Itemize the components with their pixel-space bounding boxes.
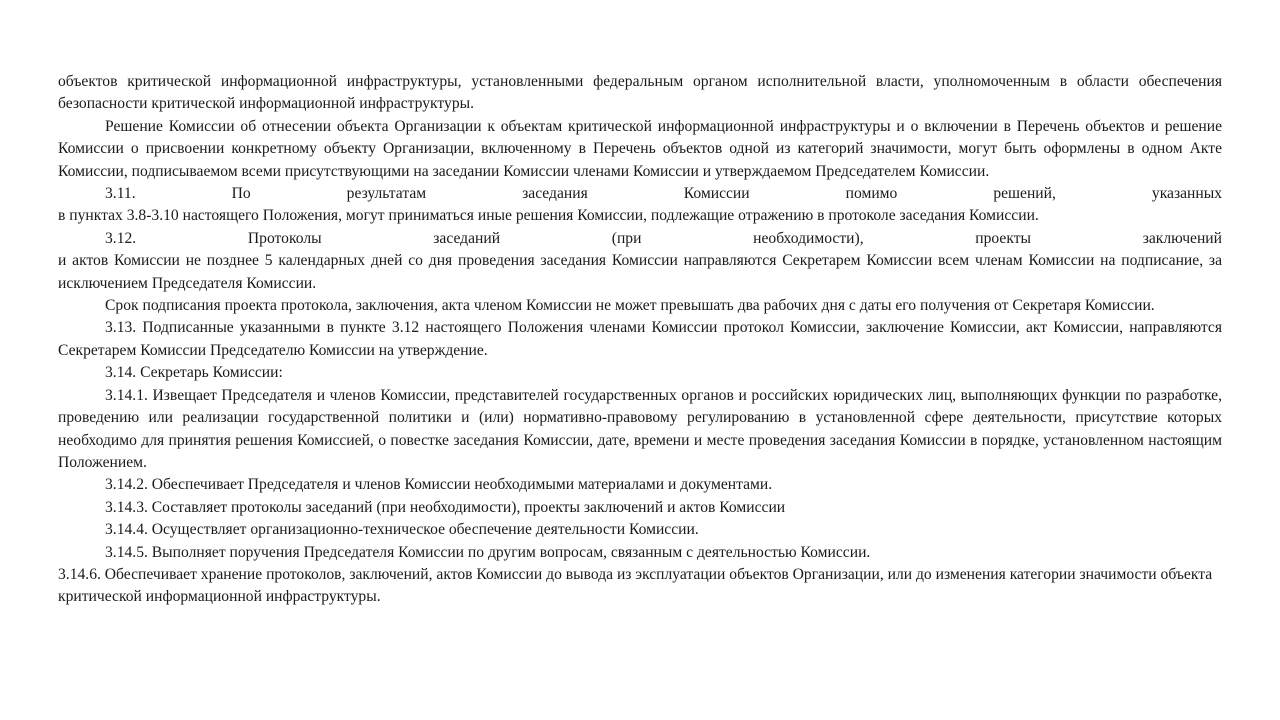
document-page <box>58 71 1222 609</box>
paragraph-3-12 <box>58 228 1222 295</box>
paragraph-continuation: объектов критической информационной инфраструктуры, установленными федеральным органом исполнительной власти, уполномоченным в области обеспечения безопасности критической информационной инфраструктуры. <box>58 73 1222 113</box>
paragraph-3-12-rest: и актов Комиссии не позднее 5 календарных дней со дня проведения заседания Комиссии направляются Секретарем Комиссии всем членам Комиссии на подписание, за исключением Председателя Комиссии. <box>58 252 1222 292</box>
paragraph-3-14: 3.14. Секретарь Комиссии: <box>105 364 283 382</box>
paragraph-signing-term: Срок подписания проекта протокола, заключения, акта членом Комиссии не может превышать два рабочих дня с даты его получения от Секретаря Комиссии. <box>105 297 1155 315</box>
paragraph-3-11-rest: в пунктах 3.8-3.10 настоящего Положения, могут приниматься иные решения Комиссии, подлежащие отражению в протоколе заседания Комиссии. <box>58 207 1039 225</box>
paragraph-3-14-2: 3.14.2. Обеспечивает Председателя и членов Комиссии необходимыми материалами и документами. <box>105 476 773 494</box>
paragraph-3-12-first-line: 3.12. Протоколы заседаний (при необходимости), проекты заключений <box>105 229 1222 247</box>
paragraph-3-14-6: 3.14.6. Обеспечивает хранение протоколов, заключений, актов Комиссии до вывода из эксплуатации объектов Организации, или до изменения категории значимости объекта критической информационной инфраструктуры. <box>58 565 1213 606</box>
paragraph-commission-decision: Решение Комиссии об отнесении объекта Организации к объектам критической информационной инфраструктуры и о включении в Перечень объектов и решение Комиссии о присвоении конкретному объекту Организации, включенному в Перечень объектов одной из категорий значимости, могут быть оформлены в одном Акте Комиссии, подписываемом всеми присутствующими на заседании Комиссии членами Комиссии и утверждаемом Председателем Комиссии. <box>58 117 1222 180</box>
paragraph-3-14-5: 3.14.5. Выполняет поручения Председателя Комиссии по другим вопросам, связанным с деятельностью Комиссии. <box>105 543 871 561</box>
paragraph-3-14-4: 3.14.4. Осуществляет организационно-техническое обеспечение деятельности Комиссии. <box>105 521 699 539</box>
paragraph-3-13: 3.13. Подписанные указанными в пункте 3.12 настоящего Положения членами Комиссии протокол Комиссии, заключение Комиссии, акт Комиссии, направляются Секретарем Комиссии Председателю Комиссии на утверждение. <box>58 319 1222 359</box>
paragraph-3-11-first-line: 3.11. По результатам заседания Комиссии помимо решений, указанных <box>105 185 1222 203</box>
paragraph-3-11 <box>58 183 1222 228</box>
paragraph-3-14-3: 3.14.3. Составляет протоколы заседаний (при необходимости), проекты заключений и актов Комиссии <box>105 498 786 516</box>
paragraph-3-14-1: 3.14.1. Извещает Председателя и членов Комиссии, представителей государственных органов и российских юридических лиц, выполняющих функции по разработке, проведению или реализации государственной политики и (или) нормативно-правовому регулированию в установленной сфере деятельности, присутствие которых необходимо для принятия решения Комиссией, о повестке заседания Комиссии, дате, времени и месте проведения заседания Комиссии в порядке, установленном настоящим Положением. <box>58 386 1222 471</box>
